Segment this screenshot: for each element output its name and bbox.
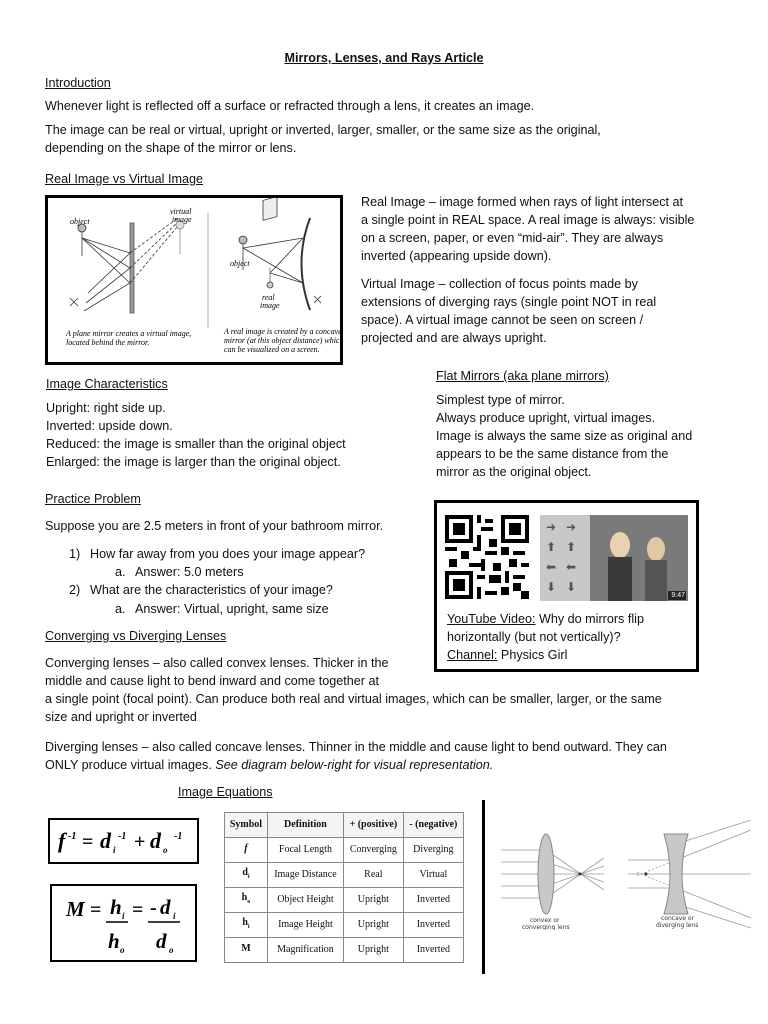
answer-1-letter: a. — [115, 565, 126, 579]
svg-text:-1: -1 — [68, 831, 77, 842]
table-row — [225, 913, 464, 938]
cell-negative: Diverging — [403, 838, 463, 863]
arrow-up-icon: ⬆ — [546, 540, 557, 554]
cell-definition: Image Height — [267, 913, 343, 938]
real-line: Real Image – image formed when rays of light intersect at — [361, 195, 683, 209]
video-thumbnail[interactable] — [540, 515, 688, 601]
svg-text:d: d — [160, 895, 171, 919]
video-title: Why do mirrors flip — [535, 612, 644, 626]
lens-diagram — [496, 820, 756, 930]
real-image-text — [361, 193, 694, 265]
svg-text:o: o — [120, 945, 125, 955]
lens-equation-formula — [50, 820, 197, 862]
svg-text:o: o — [169, 945, 174, 955]
question-2-number: 2) — [69, 583, 81, 597]
label-real-image: image — [260, 301, 280, 310]
mirror-figure — [45, 195, 343, 365]
svg-text:d: d — [156, 929, 167, 953]
caption-left-1: A plane mirror creates a virtual image, — [66, 329, 192, 338]
diverging-line-2 — [45, 756, 493, 774]
flat-mirrors-heading: Flat Mirrors (aka plane mirrors) — [436, 369, 609, 383]
lenses-heading: Converging vs Diverging Lenses — [45, 629, 227, 643]
cell-negative: Inverted — [403, 888, 463, 913]
svg-text:=: = — [82, 831, 94, 853]
arrow-right-icon: ➜ — [546, 520, 557, 534]
characteristic-item: Inverted: upside down. — [46, 419, 173, 433]
cell-positive: Upright — [343, 913, 403, 938]
svg-text:M: M — [66, 897, 85, 921]
video-link[interactable]: YouTube Video: — [447, 612, 536, 626]
channel-label: Channel: — [447, 648, 498, 662]
equations-heading: Image Equations — [178, 785, 273, 799]
practice-heading: Practice Problem — [45, 492, 141, 506]
cell-negative: Virtual — [403, 863, 463, 888]
cell-symbol: $h_o$ — [225, 888, 268, 913]
intro-heading: Introduction — [45, 76, 111, 90]
caption-right-2: mirror (at this object distance) which — [224, 336, 340, 345]
col-positive: + (positive) — [343, 813, 403, 838]
svg-text:-: - — [150, 897, 157, 919]
convex-caption-2: converging lens — [522, 924, 570, 930]
cell-positive: Upright — [343, 938, 403, 963]
svg-text:i: i — [113, 845, 116, 855]
table-header-row — [225, 813, 464, 838]
diverging-line-1: Diverging lenses – also called concave lenses. Thinner in the middle and cause light to bend outward. They can — [45, 740, 667, 754]
cell-symbol: $d_i$ — [225, 863, 268, 888]
label-virtual: virtual — [170, 207, 192, 216]
video-frame — [540, 515, 688, 601]
cell-symbol: f — [225, 838, 268, 863]
cell-positive: Real — [343, 863, 403, 888]
question-1-number: 1) — [69, 547, 81, 561]
converging-line: size and upright or inverted — [45, 710, 197, 724]
svg-text:o: o — [163, 845, 168, 855]
col-symbol: Symbol — [225, 813, 268, 838]
cell-definition: Object Height — [267, 888, 343, 913]
virtual-line: extensions of diverging rays (single point NOT in real — [361, 295, 657, 309]
svg-text:-1: -1 — [118, 831, 127, 842]
question-1: How far away from you does your image appear? — [90, 547, 366, 561]
svg-text:d: d — [100, 828, 111, 853]
arrow-left-icon: ⬅ — [566, 560, 577, 574]
flat-mirror-line: Simplest type of mirror. — [436, 393, 565, 407]
concave-caption-1: concave or — [661, 915, 695, 922]
converging-line: middle and cause light to bend inward and come together at — [45, 674, 379, 688]
page-title: Mirrors, Lenses, and Rays Article — [284, 51, 484, 65]
svg-text:h: h — [110, 895, 122, 919]
flat-mirror-line: Image is always the same size as original and — [436, 429, 693, 443]
diverging-note: See diagram below-right for visual representation. — [215, 758, 494, 772]
video-duration: 9:47 — [671, 592, 685, 599]
flat-mirror-line: appears to be the same distance from the — [436, 447, 669, 461]
qr-code-icon[interactable] — [445, 515, 529, 599]
svg-text:f: f — [58, 828, 66, 853]
table-row — [225, 938, 464, 963]
table-row — [225, 838, 464, 863]
diverging-text: ONLY produce virtual images. — [45, 758, 216, 772]
converging-line: Converging lenses – also called convex lenses. Thicker in the — [45, 656, 389, 670]
svg-text:h: h — [108, 929, 120, 953]
magnification-formula — [52, 886, 195, 960]
question-2: What are the characteristics of your image? — [90, 583, 333, 597]
cell-positive: Upright — [343, 888, 403, 913]
flat-mirror-line: mirror as the original object. — [436, 465, 592, 479]
answer-2-letter: a. — [115, 602, 126, 616]
mirror-diagram — [48, 198, 340, 362]
answer-1: Answer: 5.0 meters — [135, 565, 244, 579]
label-object-left: object — [70, 217, 90, 226]
cell-positive: Converging — [343, 838, 403, 863]
cell-symbol: M — [225, 938, 268, 963]
label-object-right: object — [230, 259, 250, 268]
arrow-left-icon: ⬅ — [546, 560, 557, 574]
converging-text — [45, 654, 662, 726]
characteristics-list — [46, 399, 346, 471]
cell-definition: Focal Length — [267, 838, 343, 863]
practice-intro: Suppose you are 2.5 meters in front of your bathroom mirror. — [45, 519, 384, 533]
real-virtual-heading: Real Image vs Virtual Image — [45, 172, 203, 186]
virtual-line: space). A virtual image cannot be seen on screen / — [361, 313, 644, 327]
video-title-2: horizontally (but not vertically)? — [447, 630, 621, 644]
label-virtual-image: image — [172, 215, 192, 224]
real-line: inverted (appearing upside down). — [361, 249, 552, 263]
caption-right-3: can be visualized on a screen. — [224, 345, 320, 354]
table-row — [225, 863, 464, 888]
lens-equation — [48, 818, 199, 864]
channel-name[interactable]: Physics Girl — [497, 648, 568, 662]
arrow-down-icon: ⬇ — [566, 580, 577, 594]
cell-negative: Inverted — [403, 913, 463, 938]
svg-text:i: i — [173, 911, 176, 921]
virtual-line: projected and are always upright. — [361, 331, 547, 345]
convex-caption-1: convex or — [530, 917, 560, 924]
svg-text:d: d — [150, 828, 161, 853]
cell-negative: Inverted — [403, 938, 463, 963]
label-real: real — [262, 293, 275, 302]
col-definition: Definition — [267, 813, 343, 838]
virtual-image-text — [361, 275, 656, 347]
characteristics-heading: Image Characteristics — [46, 377, 168, 391]
vertical-divider — [482, 800, 485, 974]
intro-paragraph-2a: The image can be real or virtual, upright or inverted, larger, smaller, or the same size as the original, — [45, 123, 601, 137]
arrow-down-icon: ⬇ — [546, 580, 557, 594]
cell-definition: Magnification — [267, 938, 343, 963]
svg-text:=: = — [90, 899, 102, 921]
table-row — [225, 888, 464, 913]
video-box — [434, 500, 699, 672]
real-line: a single point in REAL space. A real image is always: visible — [361, 213, 695, 227]
svg-text:+: + — [134, 831, 146, 853]
svg-text:=: = — [132, 899, 144, 921]
col-negative: - (negative) — [403, 813, 463, 838]
converging-line: a single point (focal point). Can produce both real and virtual images, which can be smaller, larger, or the same — [45, 692, 662, 706]
characteristic-item: Enlarged: the image is larger than the original object. — [46, 455, 341, 469]
svg-text:i: i — [122, 911, 125, 921]
characteristic-item: Upright: right side up. — [46, 401, 166, 415]
intro-paragraph-1: Whenever light is reflected off a surface or refracted through a lens, it creates an image. — [45, 99, 535, 113]
arrow-up-icon: ⬆ — [566, 540, 577, 554]
arrow-right-icon: ➜ — [566, 520, 577, 534]
answer-2: Answer: Virtual, upright, same size — [135, 602, 329, 616]
caption-left-2: located behind the mirror. — [66, 338, 150, 347]
svg-text:-1: -1 — [174, 831, 183, 842]
real-line: on a screen, paper, or even “mid-air”. They are always — [361, 231, 664, 245]
characteristic-item: Reduced: the image is smaller than the original object — [46, 437, 346, 451]
intro-paragraph-2b: depending on the shape of the mirror or lens. — [45, 141, 297, 155]
caption-right-1: A real image is created by a concave — [224, 327, 340, 336]
cell-definition: Image Distance — [267, 863, 343, 888]
magnification-equation — [50, 884, 197, 962]
flat-mirror-line: Always produce upright, virtual images. — [436, 411, 656, 425]
concave-caption-2: diverging lens — [656, 922, 699, 929]
virtual-line: Virtual Image – collection of focus points made by — [361, 277, 638, 291]
equations-table — [224, 812, 464, 963]
flat-mirrors-list — [436, 391, 692, 481]
cell-symbol: $h_i$ — [225, 913, 268, 938]
